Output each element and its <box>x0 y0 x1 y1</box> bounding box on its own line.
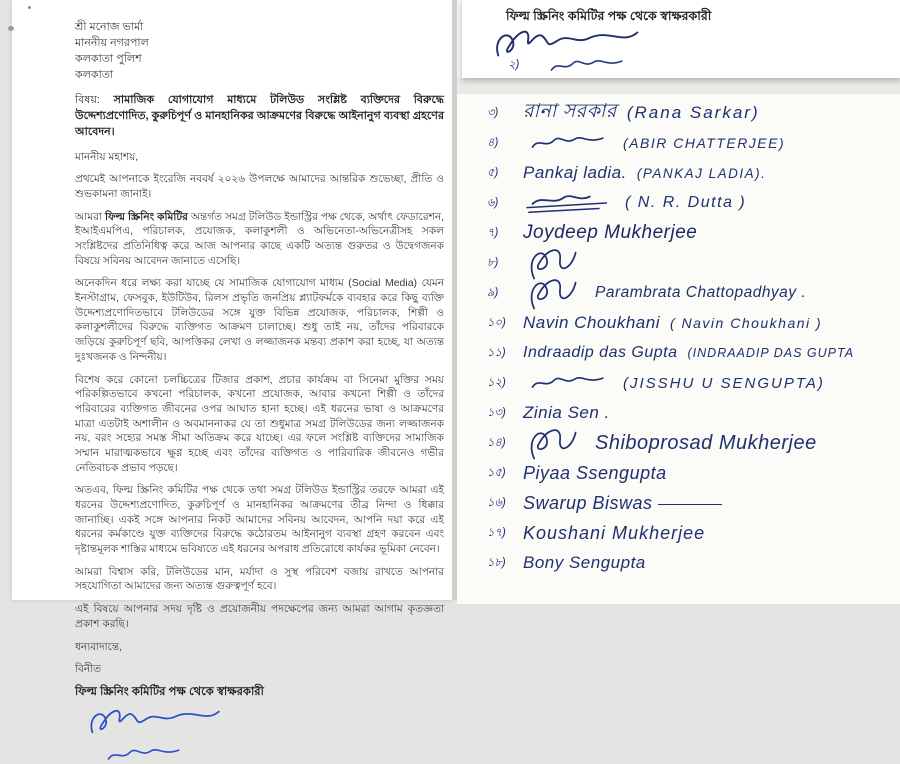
signature-printed-name: (Rana Sarkar) <box>626 103 760 122</box>
signature-entry <box>487 128 900 158</box>
signature-script: Piyaa Ssengupta <box>523 462 667 483</box>
signature-entry <box>508 56 632 75</box>
signature-entry <box>487 338 900 368</box>
signature-script: Bony Sengupta <box>523 553 646 572</box>
signature-script: Navin Choukhani <box>523 313 660 332</box>
signature-script: রানা সরকার <box>523 101 617 122</box>
paragraph-5: অতএব, ফিল্ম স্ক্রিনিং কমিটির পক্ষ থেকে তথা সমগ্র টলিউড ইন্ডাস্ট্রির তরফে আমরা এই ধরনের উদ্দেশ্যপ্রণোদিত, কুরুচিপূর্ণ ও মানহানিকর আক্রমণের তীব্র নিন্দা ও ধিক্কার জানাচ্ছি। একই সঙ্গে আপনার নিকট আমাদের সবিনয় আবেদন, আপনি দয়া করে এই ধরনের কর্মকাণ্ডে যুক্ত ব্যক্তিদের বিরুদ্ধে কঠোরতম আইনানুগ ব্যবস্থা গ্রহণ করবেন এবং দৃষ্টান্তমূলক শাস্তির মাধ্যমে ভবিষ্যতে এই ধরনের অপরাধ প্রতিরোধে কার্যকর ভূমিকা নেবেন। <box>75 484 444 556</box>
entry-number: ১৪) <box>487 436 506 449</box>
signature-printed-name: (JISSHU U SENGUPTA) <box>623 374 825 392</box>
closing-humble: বিনীত <box>75 663 101 676</box>
entry-number: ১৬) <box>487 496 506 509</box>
letter-footer-card <box>462 0 900 78</box>
entry-number: ১৮) <box>487 556 506 569</box>
entry-number: ৯) <box>487 286 499 299</box>
signature-entry <box>487 428 900 458</box>
signatory-heading: ফিল্ম স্ক্রিনিং কমিটির পক্ষ থেকে স্বাক্ষরকারী <box>75 685 264 698</box>
signature-entry <box>487 188 900 218</box>
signature-sheet <box>457 94 900 604</box>
signature-entry <box>487 278 900 308</box>
entry-number: ১৩) <box>487 406 506 419</box>
entry-number: ২) <box>508 59 520 71</box>
signature-script: Joydeep Mukherjee <box>523 222 698 243</box>
entry-number: ৩) <box>487 106 499 119</box>
signature-scribble-icon <box>523 134 613 152</box>
signature-printed-name: (INDRAADIP DAS GUPTA <box>687 346 855 360</box>
paragraph-2-bold: ফিল্ম স্ক্রিনিং কমিটির <box>104 210 188 223</box>
recipient-address <box>75 20 444 84</box>
paragraph-6: আমরা বিশ্বাস করি, টলিউডের মান, মর্যাদা ও সুস্থ পরিবেশ বজায় রাখতে আপনার সহযোগিতা আমাদের জন্য অত্যন্ত গুরুত্বপূর্ণ হবে। <box>75 565 444 593</box>
entry-number: ১১) <box>487 346 506 359</box>
signature-scribble-icon <box>523 374 613 392</box>
signature-script: Zinia Sen . <box>523 403 610 422</box>
letter-page <box>12 0 452 698</box>
signature-script: Koushani Mukherjee <box>523 522 706 543</box>
signature-scribble-icon <box>542 57 632 75</box>
signature-entry <box>487 158 900 188</box>
card-shadow-gap <box>457 78 900 94</box>
signature-entry <box>487 518 900 548</box>
signature-script: Swarup Biswas <box>523 493 722 514</box>
salutation: মাননীয় মহাশয়, <box>75 150 139 163</box>
signature-scribble-icon <box>523 274 585 312</box>
primary-signature-scribble <box>79 702 229 742</box>
scan-speck <box>8 26 14 31</box>
recipient-line: কলকাতা পুলিশ <box>75 52 142 65</box>
entry-number: ৮) <box>487 256 499 269</box>
signature-entry <box>487 308 900 338</box>
signature-entry <box>487 488 900 518</box>
recipient-line: শ্রী মনোজ ভার্মা <box>75 21 144 33</box>
paragraph-4: বিশেষ করে কোনো চলচ্চিত্রের টিজার প্রকাশ, প্রচার কার্যক্রম বা সিনেমা মুক্তির সময় পরিকল্পিতভাবে কখনো পরিচালক, কখনো প্রযোজক, আবার কখনো শিল্পী ও তাঁদের পরিবারের ব্যক্তিগত জীবনের ওপর আঘাত হানা হচ্ছে। এই ধরনের ভাষা ও আক্রমণের মাত্রা এতটাই অশালীন ও অবমাননাকর যে তা শুধুমাত্র সমগ্র টলিউডের জন্য লজ্জাজনক নয়, বরং সহ্যের সমস্ত সীমা অতিক্রম করে যাচ্ছে। এর ফলে সংশ্লিষ্ট ব্যক্তিদের সামাজিক সম্মান মারাত্মকভাবে ক্ষুণ্ণ হচ্ছে এবং তাঁদের ব্যক্তিগত ও পারিবারিক জীবনেও গভীর নেতিবাচক প্রভাব পড়ছে। <box>75 373 444 474</box>
signatory-heading: ফিল্ম স্ক্রিনিং কমিটির পক্ষ থেকে স্বাক্ষরকারী <box>506 9 712 23</box>
scan-speck <box>28 6 31 9</box>
paragraph-7: এই বিষয়ে আপনার সদয় দৃষ্টি ও প্রয়োজনীয় পদক্ষেপের জন্য আমরা আগাম কৃতজ্ঞতা প্রকাশ করছি। <box>75 603 444 630</box>
signature-printed-name: ( Navin Choukhani ) <box>669 315 823 331</box>
signature-list <box>487 98 900 578</box>
signature-scribble-icon <box>523 424 585 462</box>
entry-number: ১০) <box>487 316 506 329</box>
signature-script: Indraadip das Gupta <box>523 344 678 361</box>
subject-line <box>75 93 444 141</box>
signature-entry <box>487 458 900 488</box>
entry-number: ১৭) <box>487 526 506 539</box>
paragraph-2-lead: আমরা <box>75 210 105 223</box>
signature-entry <box>487 98 900 128</box>
signature-script: Parambrata Chattopadhyay . <box>595 284 807 301</box>
subject-text: সামাজিক যোগাযোগ মাধ্যমে টলিউড সংশ্লিষ্ট ব্যক্তিদের বিরুদ্ধে উদ্দেশ্যপ্রণোদিত, কুরুচিপূর্ণ ও মানহানিকর আক্রমণের বিরুদ্ধে আইনানুগ ব্যবস্থা গ্রহণের আবেদন। <box>75 93 444 138</box>
entry-number: ৪) <box>487 136 499 149</box>
signature-printed-name: (ABIR CHATTERJEE) <box>623 135 786 151</box>
signature-entry <box>487 368 900 398</box>
signature-entry <box>487 548 900 578</box>
signature-printed-name: (PANKAJ LADIA). <box>636 165 767 181</box>
recipient-line: কলকাতা <box>75 68 114 81</box>
partial-signature-scribble <box>89 746 199 764</box>
paragraph-1: প্রথমেই আপনাকে ইংরেজি নববর্ষ ২০২৬ উপলক্ষে আমাদের আন্তরিক শুভেচ্ছা, প্রীতি ও শুভকামনা জানাই। <box>75 173 444 200</box>
paragraph-2 <box>75 210 444 269</box>
letter-body <box>12 0 452 764</box>
entry-number: ৬) <box>487 196 499 209</box>
entry-number: ৫) <box>487 166 499 179</box>
entry-number: ৭) <box>487 226 499 239</box>
paragraph-3: অনেকদিন ধরে লক্ষ্য করা যাচ্ছে যে সামাজিক যোগাযোগ মাধ্যম (Social Media) যেমন ইনস্টাগ্রাম, ফেসবুক, ইউটিউব, রিলস প্রভৃতি জনপ্রিয় প্ল্যাটফর্মকে ব্যবহার করে কিছু ব্যক্তি উদ্দেশ্যপ্রণোদিতভাবে টলিউডের সঙ্গে যুক্ত বিভিন্ন প্রযোজক, পরিচালক, শিল্পী ও কলাকুশলীদের বিরুদ্ধে ব্যক্তিগত আক্রমণ চালাচ্ছে। শুধু তাই নয়, তাঁদের পরিবারকে জড়িয়ে কুরুচিপূর্ণ ছবি, আপত্তিকর লেখা ও লজ্জাজনক মন্তব্য প্রকাশ করা হচ্ছে, যা অত্যন্ত দুঃখজনক ও নিন্দনীয়। <box>75 277 444 363</box>
signature-scribble-icon <box>523 191 615 215</box>
signature-printed-name: ( N. R. Dutta ) <box>625 194 747 211</box>
signature-script: Pankaj ladia. <box>523 163 627 182</box>
signature-script: Shiboprosad Mukherjee <box>595 431 817 454</box>
subject-label: বিষয়: <box>75 93 100 106</box>
entry-number: ১২) <box>487 376 506 389</box>
entry-number: ১৫) <box>487 466 506 479</box>
paragraph-2-rest: অন্তর্গত সমগ্র টলিউড ইন্ডাস্ট্রির পক্ষ থেকে, অর্থাৎ ফেডারেশন, ইআইএমপিএ, পরিচালক, প্রযোজক, কলাকুশলী ও অভিনেতা-অভিনেত্রীসহ সকল সংশ্লিষ্টদের প্রতিনিধিত্ব করে আজ আপনার কাছে একটি অত্যন্ত গুরুতর ও উদ্বেগজনক বিষয়ে সবিনয় আবেদন জানাতে এসেছি। <box>75 210 444 267</box>
signature-page <box>457 0 900 600</box>
closing-thanks: ধন্যবাদান্তে, <box>75 640 123 653</box>
recipient-line: মাননীয় নগরপাল <box>75 36 149 49</box>
